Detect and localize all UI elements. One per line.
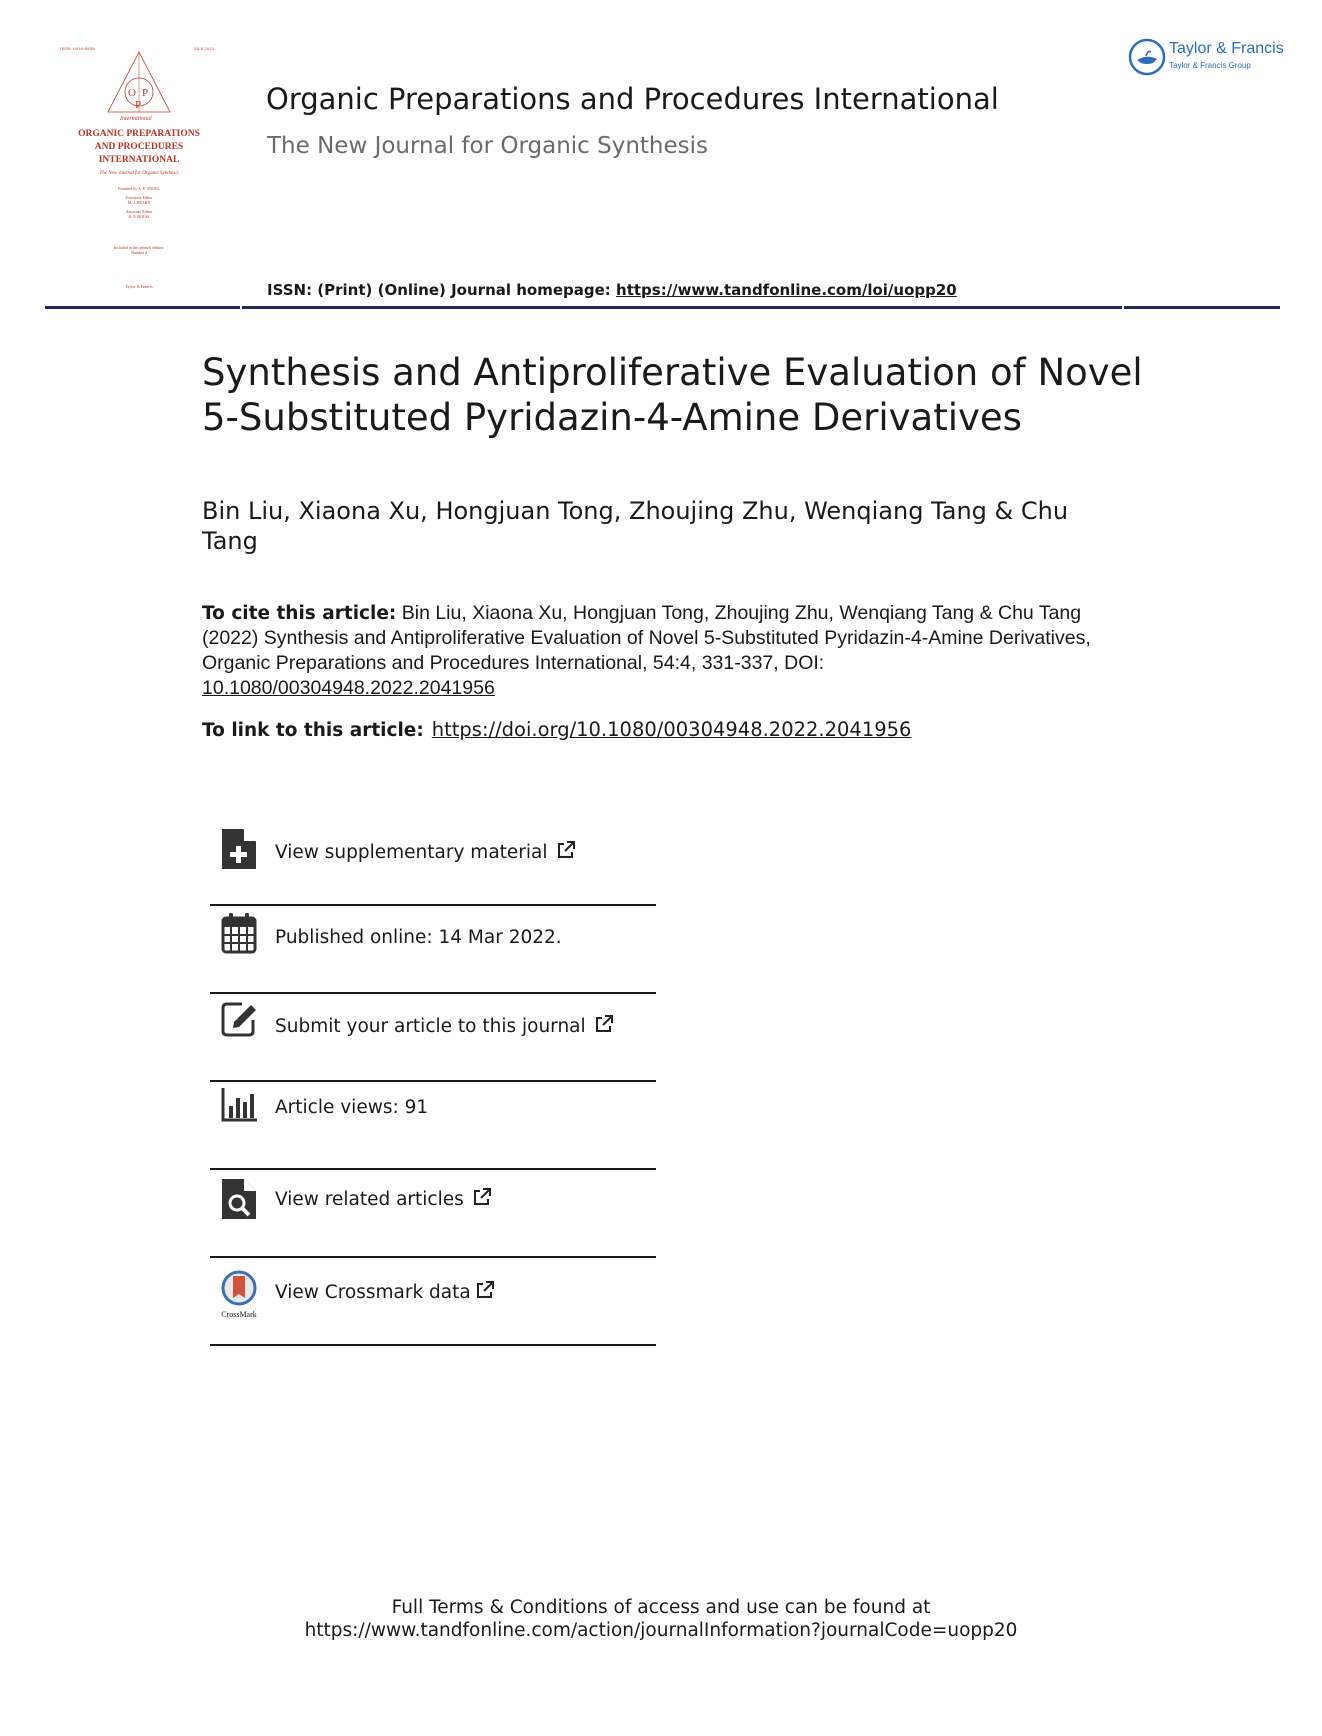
- cover-assoc-name: K. P. ROJAS: [128, 214, 150, 219]
- issn-text: ISSN: (Print) (Online) Journal homepage:: [267, 281, 617, 299]
- edit-icon: [220, 998, 258, 1040]
- submit-article-item[interactable]: [210, 994, 656, 1082]
- cover-logo-word: International: [120, 116, 152, 122]
- publisher-name: Taylor & Francis: [1169, 40, 1284, 57]
- external-link-icon: [594, 1014, 614, 1034]
- cover-logo-letter: P: [135, 99, 142, 111]
- cover-title: ORGANIC PREPARATIONS AND PROCEDURES INTERNATIONAL: [78, 129, 200, 165]
- terms-footer: [0, 1596, 1322, 1642]
- file-plus-icon: [220, 828, 258, 870]
- external-link-icon: [472, 1187, 492, 1207]
- article-views-item: [210, 1082, 656, 1170]
- cite-doi-link[interactable]: 10.1080/00304948.2022.2041956: [202, 677, 495, 699]
- published-online-item: [210, 906, 656, 994]
- cite-text: Bin Liu, Xiaona Xu, Hongjuan Tong, Zhoujing Zhu, Wenqiang Tang & Chu Tang (2022) Synthesis and Antiproliferative Evaluation of Novel 5-Substituted Pyridazin-4-Amine Derivatives, Organic Preparations and Procedures International, 54:4, 331-337, DOI:: [202, 602, 1091, 674]
- journal-homepage-link[interactable]: https://www.tandfonline.com/loi/uopp20: [616, 281, 957, 299]
- cover-included: Included in this printed edition:: [113, 245, 165, 250]
- cover-founded: Founded by A. P. ANGEL: [118, 186, 160, 191]
- header-divider: [45, 306, 1280, 309]
- calendar-icon: [220, 912, 258, 954]
- cover-issn: ISSN: 0030-4948: [60, 46, 95, 51]
- cover-editor-role: Executive Editor: [125, 195, 153, 200]
- published-online-label: Published online: 14 Mar 2022.: [275, 927, 562, 948]
- article-title: Synthesis and Antiproliferative Evaluation of Novel 5-Substituted Pyridazin-4-Amine Derivatives: [202, 351, 1143, 439]
- cover-issue: 54:4 2022: [194, 46, 215, 51]
- item-label: Submit your article to this journal: [275, 1014, 614, 1037]
- issn-line: [267, 281, 957, 299]
- external-link-icon: [556, 840, 576, 860]
- citation-block: [202, 601, 1102, 701]
- crossmark-badge: [220, 1270, 258, 1319]
- opp-logo-icon: [106, 50, 172, 122]
- cite-label: To cite this article:: [202, 603, 397, 624]
- article-doi-link[interactable]: https://doi.org/10.1080/00304948.2022.2041956: [431, 718, 912, 741]
- item-label: View supplementary material: [275, 840, 576, 863]
- cover-logo-letter: P: [142, 87, 149, 99]
- crossmark-item[interactable]: [210, 1258, 656, 1346]
- journal-subtitle: The New Journal for Organic Synthesis: [267, 133, 709, 159]
- article-views-label: Article views: 91: [275, 1097, 429, 1118]
- cover-logo-letter: O: [128, 87, 136, 99]
- item-divider: [210, 1344, 656, 1346]
- crossmark-icon: [220, 1270, 258, 1306]
- item-label: View Crossmark data: [275, 1280, 495, 1303]
- cover-number: Number 4: [130, 250, 148, 255]
- item-label: View related articles: [275, 1187, 492, 1210]
- external-link-icon: [475, 1280, 495, 1300]
- article-link-block: [202, 718, 1102, 741]
- link-label: To link to this article:: [202, 720, 424, 741]
- journal-cover-thumbnail: [58, 44, 220, 296]
- supplementary-material-item[interactable]: [210, 818, 656, 906]
- crossmark-caption: CrossMark: [221, 1310, 257, 1319]
- publisher-group: Taylor & Francis Group: [1169, 61, 1251, 70]
- related-articles-item[interactable]: [210, 1170, 656, 1258]
- footer-terms-link[interactable]: https://www.tandfonline.com/action/journalInformation?journalCode=uopp20: [304, 1620, 1018, 1641]
- taylor-francis-lamp-icon: [1128, 38, 1166, 76]
- journal-title: Organic Preparations and Procedures International: [266, 82, 999, 116]
- footer-line-1: Full Terms & Conditions of access and use can be found at: [391, 1597, 931, 1618]
- article-authors: Bin Liu, Xiaona Xu, Hongjuan Tong, Zhoujing Zhu, Wenqiang Tang & Chu Tang: [202, 497, 1069, 555]
- search-document-icon: [220, 1178, 258, 1220]
- cover-subtitle: The New Journal for Organic Synthesis: [99, 171, 179, 176]
- cover-editor-name: M. J. HEARN: [127, 200, 151, 205]
- cover-publisher: Taylor & Francis: [125, 284, 153, 289]
- bar-chart-icon: [220, 1084, 258, 1126]
- cover-assoc-role: Associate Editor: [125, 209, 153, 214]
